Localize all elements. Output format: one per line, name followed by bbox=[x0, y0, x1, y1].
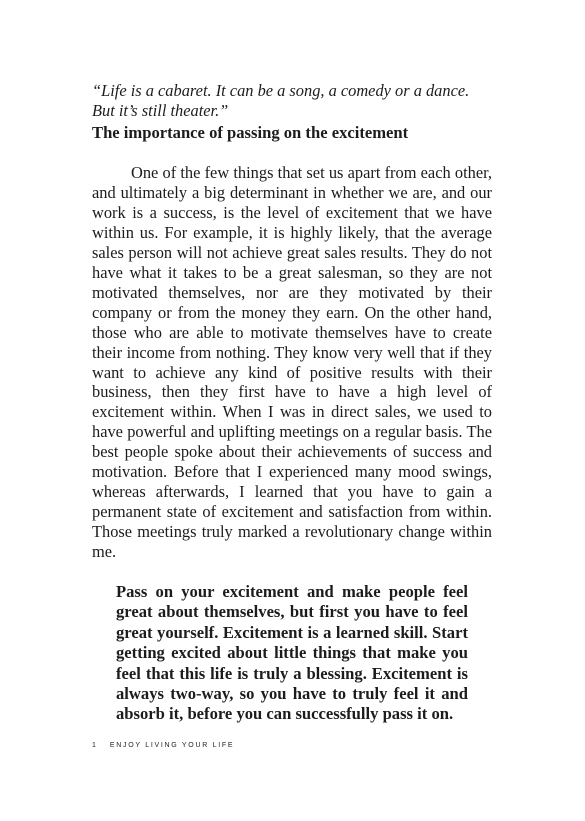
page-number: 1 bbox=[92, 742, 96, 749]
page-footer bbox=[92, 742, 234, 749]
epigraph-quote: “Life is a cabaret. It can be a song, a comedy or a dance. But it’s still theater.” bbox=[92, 81, 470, 120]
section-heading: The importance of passing on the excitement bbox=[92, 123, 409, 142]
running-title: ENJOY LIVING YOUR LIFE bbox=[109, 742, 235, 749]
highlighted-callout: Pass on your excitement and make people feel great about themselves, but first you have to feel great yourself. Excitement is a learned skill. Start getting excited about little things that make you feel that this life is truly a blessing. Excitement is always two-way, so you have to truly feel it and absorb it, before you can successfully pass it on. bbox=[116, 582, 468, 724]
body-paragraph: One of the few things that set us apart from each other, and ultimately a big determinant in whether we are, and our work is a success, is the level of excitement that we have within us. For example, it is highly likely, that the average sales person will not achieve great sales results. They do not have what it takes to be a great salesman, so they are not motivated themselves, nor are they motivated by their company or from the money they earn. On the other hand, those who are able to motivate themselves have to create their income from nothing. They know very well that if they want to achieve any kind of positive results with their business, then they first have to have a high level of excitement within. When I was in direct sales, we used to have powerful and uplifting meetings on a regular basis. The best people spoke about their achievements of success and motivation. Before that I experienced many mood swings, whereas afterwards, I learned that you have to gain a permanent state of excitement and satisfaction from within. Those meetings truly marked a revolutionary change within me. bbox=[92, 163, 492, 562]
